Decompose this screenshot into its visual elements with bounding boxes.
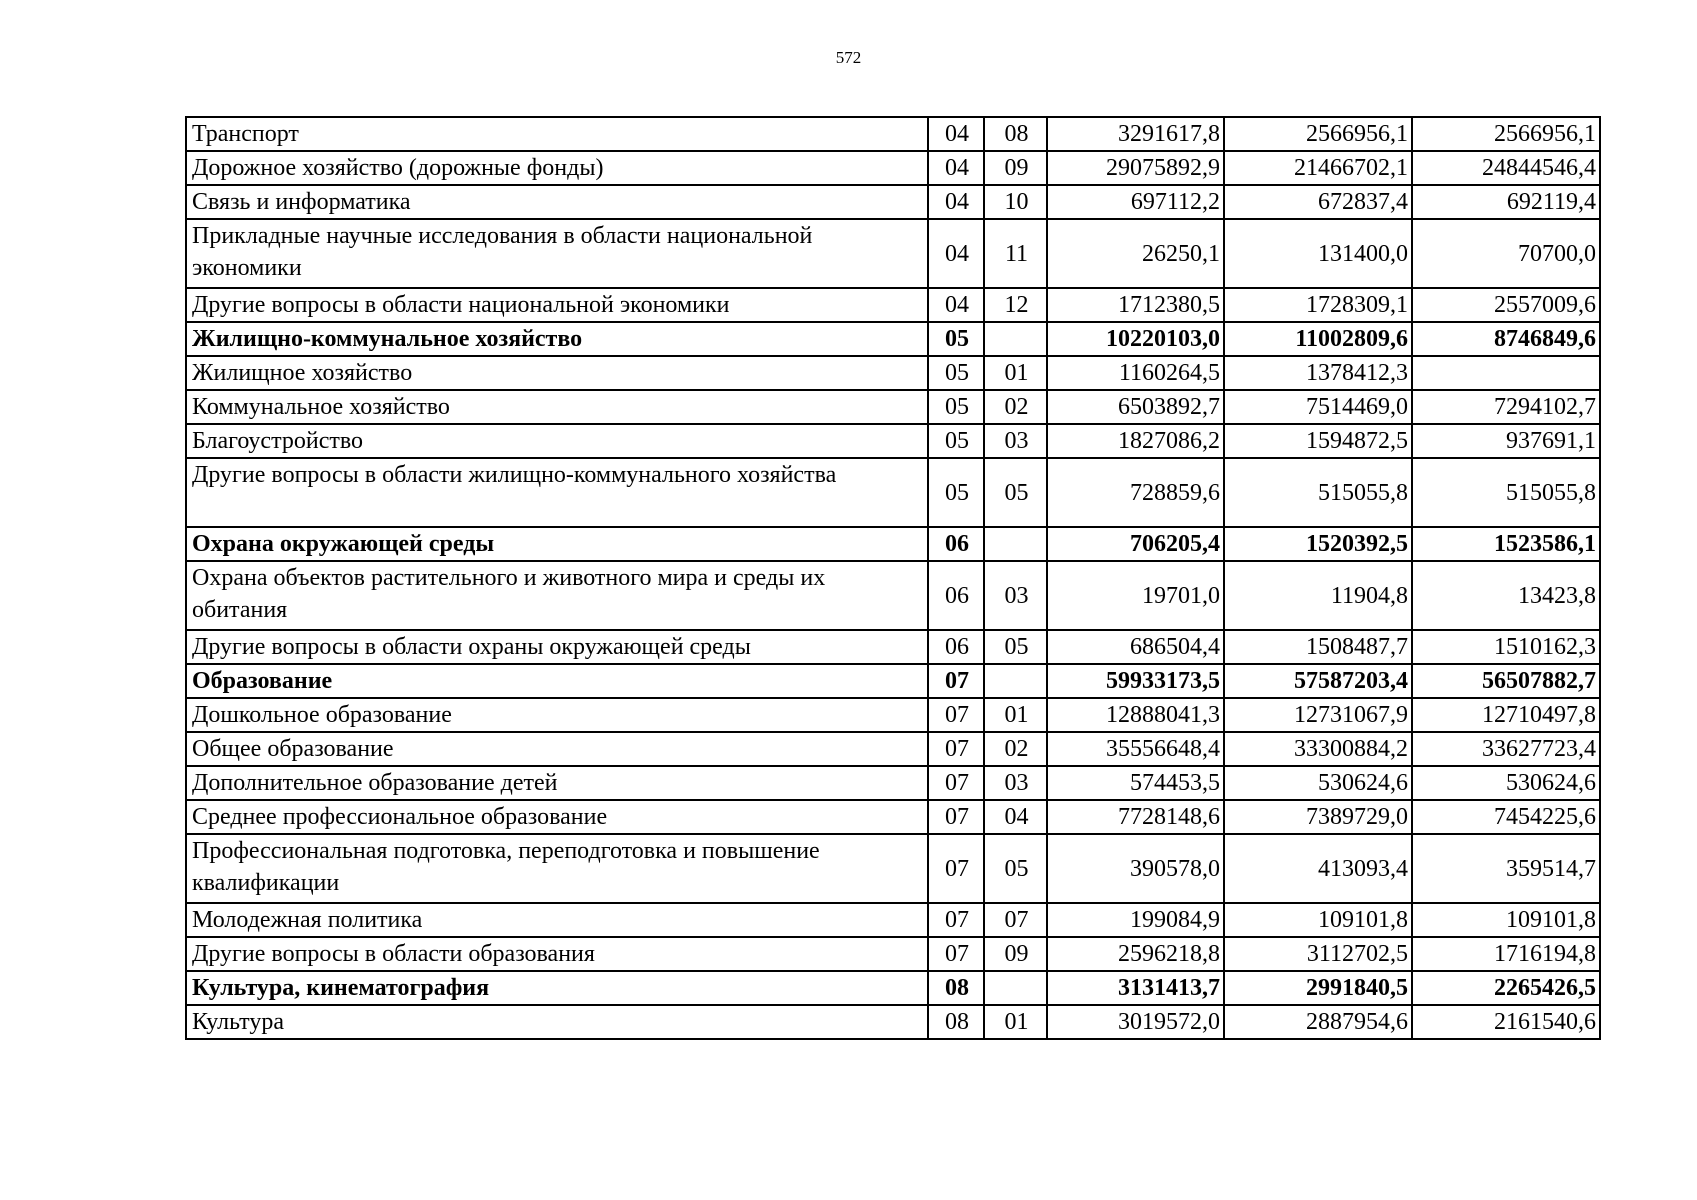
subsection-code xyxy=(984,664,1047,698)
row-name: Культура xyxy=(186,1005,928,1039)
amount-3: 692119,4 xyxy=(1412,185,1600,219)
subsection-code: 08 xyxy=(984,117,1047,151)
amount-3: 33627723,4 xyxy=(1412,732,1600,766)
amount-1: 19701,0 xyxy=(1047,561,1224,630)
amount-2: 2566956,1 xyxy=(1224,117,1412,151)
amount-3: 7454225,6 xyxy=(1412,800,1600,834)
subsection-code: 03 xyxy=(984,561,1047,630)
amount-1: 1827086,2 xyxy=(1047,424,1224,458)
amount-2: 1594872,5 xyxy=(1224,424,1412,458)
subsection-code: 04 xyxy=(984,800,1047,834)
amount-2: 530624,6 xyxy=(1224,766,1412,800)
section-code: 07 xyxy=(928,800,984,834)
subsection-code: 05 xyxy=(984,630,1047,664)
section-code: 04 xyxy=(928,219,984,288)
table-row xyxy=(186,151,1600,185)
table-row xyxy=(186,937,1600,971)
section-code: 08 xyxy=(928,971,984,1005)
table-row xyxy=(186,903,1600,937)
section-code: 04 xyxy=(928,117,984,151)
amount-2: 131400,0 xyxy=(1224,219,1412,288)
subsection-code: 03 xyxy=(984,424,1047,458)
amount-3: 2161540,6 xyxy=(1412,1005,1600,1039)
amount-2: 515055,8 xyxy=(1224,458,1412,527)
table-row xyxy=(186,698,1600,732)
table-row xyxy=(186,424,1600,458)
table-row xyxy=(186,219,1600,288)
amount-1: 728859,6 xyxy=(1047,458,1224,527)
section-code: 07 xyxy=(928,732,984,766)
amount-2: 413093,4 xyxy=(1224,834,1412,903)
table-row xyxy=(186,800,1600,834)
subsection-code: 11 xyxy=(984,219,1047,288)
table-row xyxy=(186,390,1600,424)
amount-3: 56507882,7 xyxy=(1412,664,1600,698)
row-name: Профессиональная подготовка, переподготовка и повышение квалификации xyxy=(186,834,928,903)
section-code: 08 xyxy=(928,1005,984,1039)
section-code: 05 xyxy=(928,356,984,390)
row-name: Связь и информатика xyxy=(186,185,928,219)
amount-2: 109101,8 xyxy=(1224,903,1412,937)
row-name: Жилищно-коммунальное хозяйство xyxy=(186,322,928,356)
amount-2: 21466702,1 xyxy=(1224,151,1412,185)
amount-1: 3291617,8 xyxy=(1047,117,1224,151)
section-code: 05 xyxy=(928,424,984,458)
amount-2: 3112702,5 xyxy=(1224,937,1412,971)
amount-1: 2596218,8 xyxy=(1047,937,1224,971)
section-code: 04 xyxy=(928,151,984,185)
amount-2: 1728309,1 xyxy=(1224,288,1412,322)
amount-3: 24844546,4 xyxy=(1412,151,1600,185)
amount-2: 11904,8 xyxy=(1224,561,1412,630)
amount-1: 35556648,4 xyxy=(1047,732,1224,766)
amount-2: 11002809,6 xyxy=(1224,322,1412,356)
subsection-code: 02 xyxy=(984,390,1047,424)
amount-3: 12710497,8 xyxy=(1412,698,1600,732)
amount-1: 706205,4 xyxy=(1047,527,1224,561)
row-name: Другие вопросы в области охраны окружающей среды xyxy=(186,630,928,664)
row-name: Жилищное хозяйство xyxy=(186,356,928,390)
subsection-code: 12 xyxy=(984,288,1047,322)
subsection-code xyxy=(984,971,1047,1005)
amount-3: 2566956,1 xyxy=(1412,117,1600,151)
amount-3: 7294102,7 xyxy=(1412,390,1600,424)
amount-3: 2265426,5 xyxy=(1412,971,1600,1005)
amount-3: 937691,1 xyxy=(1412,424,1600,458)
amount-1: 390578,0 xyxy=(1047,834,1224,903)
amount-3 xyxy=(1412,356,1600,390)
amount-2: 7514469,0 xyxy=(1224,390,1412,424)
table-row xyxy=(186,561,1600,630)
section-code: 06 xyxy=(928,527,984,561)
row-name: Прикладные научные исследования в области национальной экономики xyxy=(186,219,928,288)
subsection-code: 03 xyxy=(984,766,1047,800)
page-number: 572 xyxy=(835,48,862,67)
section-code: 07 xyxy=(928,664,984,698)
table-row xyxy=(186,288,1600,322)
amount-2: 57587203,4 xyxy=(1224,664,1412,698)
amount-2: 33300884,2 xyxy=(1224,732,1412,766)
amount-3: 1510162,3 xyxy=(1412,630,1600,664)
amount-1: 686504,4 xyxy=(1047,630,1224,664)
subsection-code: 05 xyxy=(984,458,1047,527)
table-row-section xyxy=(186,971,1600,1005)
amount-1: 199084,9 xyxy=(1047,903,1224,937)
table-row xyxy=(186,458,1600,527)
table-row-section xyxy=(186,664,1600,698)
table-row xyxy=(186,356,1600,390)
budget-table xyxy=(185,116,1601,1040)
amount-3: 13423,8 xyxy=(1412,561,1600,630)
subsection-code: 09 xyxy=(984,937,1047,971)
amount-3: 1523586,1 xyxy=(1412,527,1600,561)
amount-1: 3131413,7 xyxy=(1047,971,1224,1005)
amount-1: 6503892,7 xyxy=(1047,390,1224,424)
amount-2: 1508487,7 xyxy=(1224,630,1412,664)
amount-3: 8746849,6 xyxy=(1412,322,1600,356)
subsection-code: 01 xyxy=(984,1005,1047,1039)
table-row-section xyxy=(186,527,1600,561)
row-name: Охрана объектов растительного и животного мира и среды их обитания xyxy=(186,561,928,630)
section-code: 07 xyxy=(928,903,984,937)
row-name: Молодежная политика xyxy=(186,903,928,937)
amount-2: 7389729,0 xyxy=(1224,800,1412,834)
subsection-code xyxy=(984,322,1047,356)
subsection-code: 07 xyxy=(984,903,1047,937)
section-code: 04 xyxy=(928,185,984,219)
table-row xyxy=(186,117,1600,151)
row-name: Другие вопросы в области жилищно-коммунального хозяйства xyxy=(186,458,928,527)
table-row-section xyxy=(186,322,1600,356)
amount-3: 515055,8 xyxy=(1412,458,1600,527)
row-name: Охрана окружающей среды xyxy=(186,527,928,561)
subsection-code xyxy=(984,527,1047,561)
row-name: Другие вопросы в области национальной экономики xyxy=(186,288,928,322)
subsection-code: 05 xyxy=(984,834,1047,903)
amount-2: 1520392,5 xyxy=(1224,527,1412,561)
table-row xyxy=(186,1005,1600,1039)
section-code: 05 xyxy=(928,390,984,424)
amount-1: 26250,1 xyxy=(1047,219,1224,288)
section-code: 05 xyxy=(928,322,984,356)
table-row xyxy=(186,834,1600,903)
table-row xyxy=(186,630,1600,664)
subsection-code: 02 xyxy=(984,732,1047,766)
subsection-code: 01 xyxy=(984,356,1047,390)
amount-1: 29075892,9 xyxy=(1047,151,1224,185)
amount-2: 2887954,6 xyxy=(1224,1005,1412,1039)
row-name: Культура, кинематография xyxy=(186,971,928,1005)
row-name: Дошкольное образование xyxy=(186,698,928,732)
amount-3: 530624,6 xyxy=(1412,766,1600,800)
section-code: 06 xyxy=(928,561,984,630)
amount-1: 1712380,5 xyxy=(1047,288,1224,322)
table-row xyxy=(186,732,1600,766)
section-code: 07 xyxy=(928,937,984,971)
amount-3: 359514,7 xyxy=(1412,834,1600,903)
amount-1: 697112,2 xyxy=(1047,185,1224,219)
row-name: Дополнительное образование детей xyxy=(186,766,928,800)
section-code: 04 xyxy=(928,288,984,322)
row-name: Благоустройство xyxy=(186,424,928,458)
amount-3: 109101,8 xyxy=(1412,903,1600,937)
section-code: 07 xyxy=(928,834,984,903)
section-code: 07 xyxy=(928,766,984,800)
row-name: Образование xyxy=(186,664,928,698)
row-name: Транспорт xyxy=(186,117,928,151)
amount-1: 59933173,5 xyxy=(1047,664,1224,698)
row-name: Дорожное хозяйство (дорожные фонды) xyxy=(186,151,928,185)
section-code: 05 xyxy=(928,458,984,527)
row-name: Общее образование xyxy=(186,732,928,766)
amount-2: 1378412,3 xyxy=(1224,356,1412,390)
subsection-code: 10 xyxy=(984,185,1047,219)
amount-2: 12731067,9 xyxy=(1224,698,1412,732)
amount-3: 70700,0 xyxy=(1412,219,1600,288)
amount-3: 1716194,8 xyxy=(1412,937,1600,971)
amount-1: 12888041,3 xyxy=(1047,698,1224,732)
amount-1: 574453,5 xyxy=(1047,766,1224,800)
amount-3: 2557009,6 xyxy=(1412,288,1600,322)
section-code: 07 xyxy=(928,698,984,732)
row-name: Другие вопросы в области образования xyxy=(186,937,928,971)
section-code: 06 xyxy=(928,630,984,664)
amount-1: 7728148,6 xyxy=(1047,800,1224,834)
amount-2: 2991840,5 xyxy=(1224,971,1412,1005)
subsection-code: 01 xyxy=(984,698,1047,732)
amount-1: 1160264,5 xyxy=(1047,356,1224,390)
table-row xyxy=(186,766,1600,800)
amount-1: 3019572,0 xyxy=(1047,1005,1224,1039)
row-name: Коммунальное хозяйство xyxy=(186,390,928,424)
amount-1: 10220103,0 xyxy=(1047,322,1224,356)
row-name: Среднее профессиональное образование xyxy=(186,800,928,834)
subsection-code: 09 xyxy=(984,151,1047,185)
amount-2: 672837,4 xyxy=(1224,185,1412,219)
table-row xyxy=(186,185,1600,219)
